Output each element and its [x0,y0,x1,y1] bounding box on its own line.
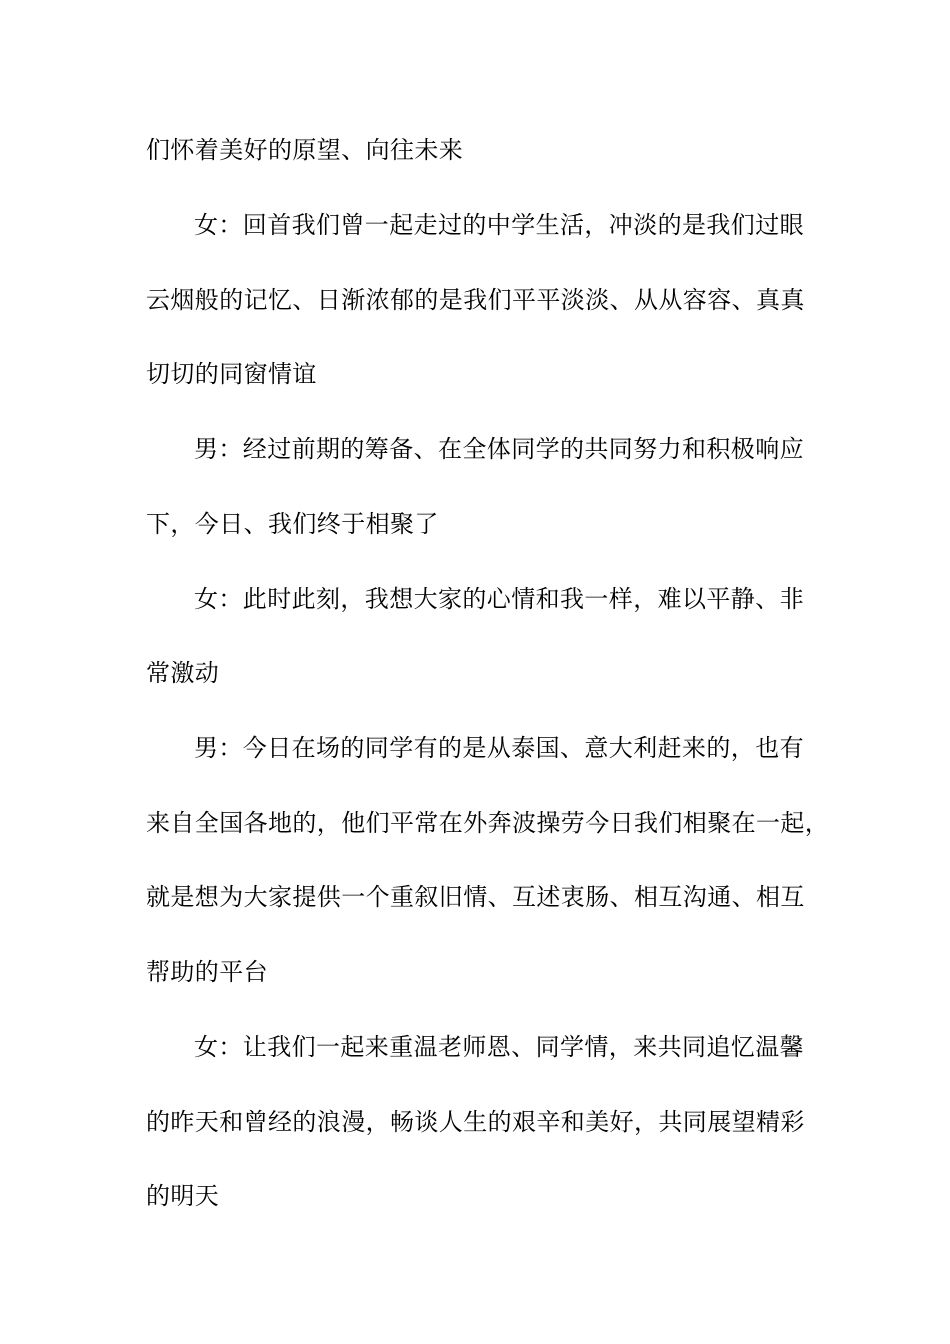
paragraph-line: 男：今日在场的同学有的是从泰国、意大利赶来的，也有 [194,734,804,762]
text-line: 们怀着美好的原望、向往未来 [146,136,464,164]
text-line: 帮助的平台 [146,958,268,986]
text-line: 来自全国各地的，他们平常在外奔波操劳今日我们相聚在一起， [146,809,830,837]
text-line: 常激动 [146,659,220,687]
text-line: 的昨天和曾经的浪漫，畅谈人生的艰辛和美好，共同展望精彩 [146,1108,805,1136]
text-line: 的明天 [146,1182,220,1210]
paragraph-line: 女：让我们一起来重温老师恩、同学情，来共同追忆温馨 [194,1033,804,1061]
paragraph-line: 男：经过前期的筹备、在全体同学的共同努力和积极响应 [194,435,804,463]
paragraph-line: 女：回首我们曾一起走过的中学生活，冲淡的是我们过眼 [194,211,804,239]
text-line: 云烟般的记忆、日渐浓郁的是我们平平淡淡、从从容容、真真 [146,286,805,314]
paragraph-line: 女：此时此刻，我想大家的心情和我一样，难以平静、非 [194,585,804,613]
text-line: 切切的同窗情谊 [146,360,317,388]
text-line: 就是想为大家提供一个重叙旧情、互述衷肠、相互沟通、相互 [146,883,805,911]
text-line: 下，今日、我们终于相聚了 [146,510,439,538]
